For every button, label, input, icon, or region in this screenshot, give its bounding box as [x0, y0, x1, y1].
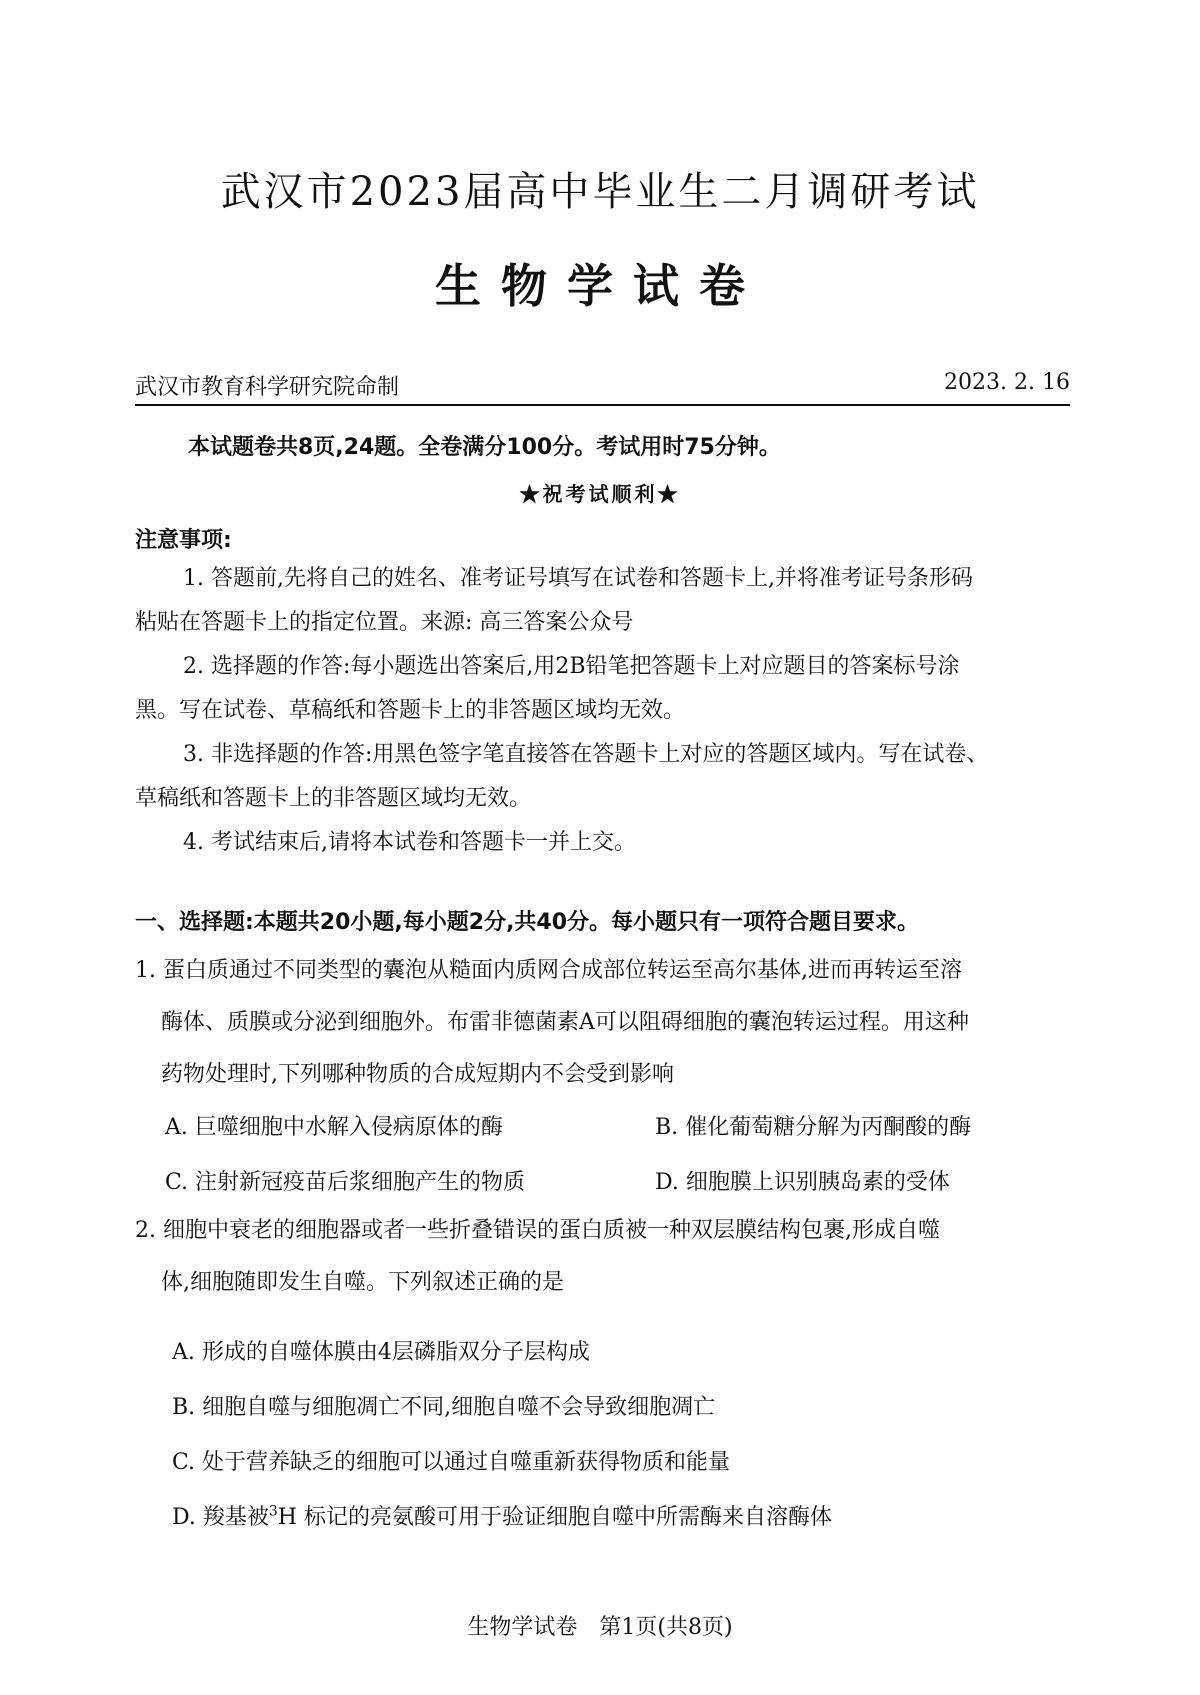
option-text: H 标记的亮氨酸可用于验证细胞自噬中所需酶来自溶酶体: [277, 1505, 832, 1530]
note-line: 2. 选择题的作答:每小题选出答案后,用2B铅笔把答题卡上对应题目的答案标号涂: [183, 654, 960, 679]
q1-option-a: A. 巨噬细胞中水解入侵病原体的酶: [165, 1115, 503, 1140]
exam-summary: 本试题卷共8页,24题。全卷满分100分。考试用时75分钟。: [188, 435, 781, 460]
note-line: 黑。写在试卷、草稿纸和答题卡上的非答题区域均无效。: [135, 698, 686, 723]
notes-heading: 注意事项:: [135, 528, 232, 553]
q1-option-c: C. 注射新冠疫苗后浆细胞产生的物质: [165, 1170, 526, 1195]
question-stem-line: 药物处理时,下列哪种物质的合成短期内不会受到影响: [161, 1062, 674, 1087]
section-heading: 一、选择题:本题共20小题,每小题2分,共40分。每小题只有一项符合题目要求。: [135, 910, 920, 935]
question-stem-line: 2. 细胞中衰老的细胞器或者一些折叠错误的蛋白质被一种双层膜结构包裹,形成自噬: [135, 1218, 940, 1243]
exam-subject-title: 生物学试卷: [435, 259, 765, 313]
question-2: [135, 1205, 1075, 1309]
issuer-text: 武汉市教育科学研究院命制: [135, 375, 400, 400]
question-stem-line: 酶体、质膜或分泌到细胞外。布雷非德菌素A可以阻碍细胞的囊泡转运过程。用这种: [161, 1010, 969, 1035]
option-text: D. 羧基被: [172, 1505, 269, 1530]
question-1: [135, 945, 1075, 1101]
note-line: 4. 考试结束后,请将本试卷和答题卡一并上交。: [183, 830, 636, 855]
exam-title: 武汉市2023届高中毕业生二月调研考试: [220, 169, 980, 215]
q1-option-b: B. 催化葡萄糖分解为丙酮酸的酶: [655, 1115, 972, 1140]
exam-date: 2023. 2. 16: [944, 370, 1070, 395]
question-stem-line: 1. 蛋白质通过不同类型的囊泡从糙面内质网合成部位转运至高尔基体,进而再转运至溶: [135, 958, 962, 983]
note-item-4: [135, 821, 1070, 865]
q1-option-d: D. 细胞膜上识别胰岛素的受体: [655, 1170, 950, 1195]
note-item-2: [135, 645, 1070, 733]
note-item-1: [135, 557, 1070, 645]
note-line: 1. 答题前,先将自己的姓名、准考证号填写在试卷和答题卡上,并将准考证号条形码: [183, 566, 973, 591]
q2-option-a: A. 形成的自噬体膜由4层磷脂双分子层构成: [172, 1340, 590, 1365]
q2-option-b: B. 细胞自噬与细胞凋亡不同,细胞自噬不会导致细胞凋亡: [172, 1395, 716, 1420]
note-line: 粘贴在答题卡上的指定位置。来源: 高三答案公众号: [135, 610, 634, 635]
page-footer: 生物学试卷 第1页(共8页): [467, 1615, 733, 1640]
blessing-text: ★祝考试顺利★: [519, 482, 681, 506]
question-stem-line: 体,细胞随即发生自噬。下列叙述正确的是: [161, 1270, 564, 1295]
q2-option-d: [172, 1500, 832, 1531]
meta-row: [135, 370, 1070, 406]
note-line: 3. 非选择题的作答:用黑色签字笔直接答在答题卡上对应的答题区域内。写在试卷、: [183, 742, 989, 767]
q2-option-c: C. 处于营养缺乏的细胞可以通过自噬重新获得物质和能量: [172, 1450, 731, 1475]
isotope-superscript: 3: [268, 1503, 278, 1520]
note-item-3: [135, 733, 1070, 821]
note-line: 草稿纸和答题卡上的非答题区域均无效。: [135, 786, 532, 811]
